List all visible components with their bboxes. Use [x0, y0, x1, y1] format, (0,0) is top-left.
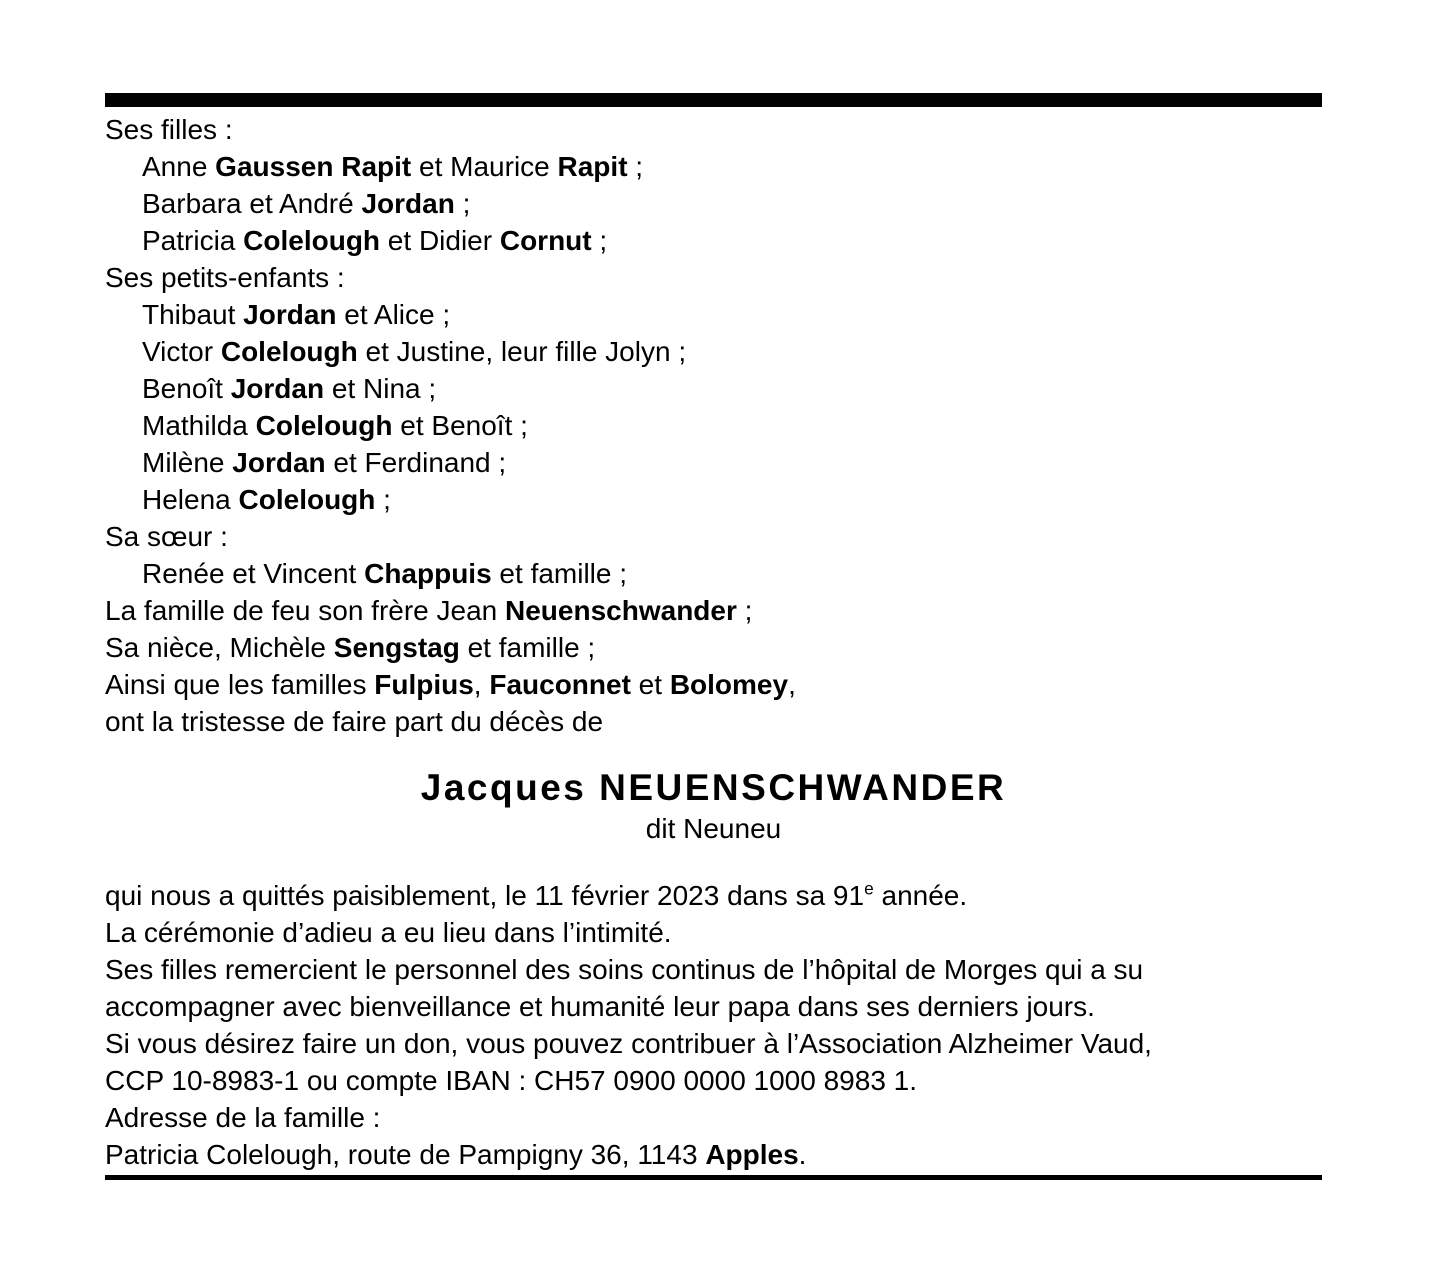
- text-line: [105, 370, 1322, 407]
- text-line: [105, 222, 1322, 259]
- text-line: [105, 407, 1322, 444]
- text-line: [105, 259, 1322, 296]
- text-segment: Mathilda: [142, 410, 256, 441]
- text-segment: Jordan: [361, 188, 455, 219]
- notice-content: [105, 93, 1322, 1180]
- bottom-rule: [105, 1175, 1322, 1180]
- text-segment: ,: [473, 669, 490, 700]
- text-segment: Cornut: [499, 225, 592, 256]
- text-segment: année.: [873, 880, 968, 911]
- text-segment: .: [798, 1139, 807, 1170]
- text-segment: e: [864, 878, 874, 899]
- text-line: [105, 1136, 1322, 1173]
- text-segment: Sa sœur :: [105, 521, 228, 552]
- text-segment: Si vous désirez faire un don, vous pouvez contribuer à l’Association Alzheimer Vaud,: [105, 1028, 1152, 1059]
- text-segment: Gaussen Rapit: [215, 151, 412, 182]
- text-segment: ;: [591, 225, 608, 256]
- text-line: [105, 555, 1322, 592]
- text-segment: CCP 10-8983-1 ou compte IBAN : CH57 0900 0000 1000 8983 1.: [105, 1065, 918, 1096]
- text-segment: Jordan: [243, 299, 337, 330]
- text-segment: Helena: [142, 484, 239, 515]
- text-segment: ont la tristesse de faire part du décès de: [105, 706, 604, 737]
- text-line: [105, 1099, 1322, 1136]
- text-line: [105, 1025, 1322, 1062]
- text-segment: Sa nièce, Michèle: [105, 632, 334, 663]
- text-segment: Ses filles :: [105, 114, 233, 145]
- text-segment: et Justine, leur fille Jolyn ;: [357, 336, 687, 367]
- top-rule: [105, 93, 1322, 107]
- text-segment: Adresse de la famille :: [105, 1102, 381, 1133]
- text-segment: Victor: [142, 336, 221, 367]
- deceased-nickname: dit Neuneu: [645, 813, 782, 844]
- text-segment: et Didier: [380, 225, 500, 256]
- text-segment: Jordan: [232, 447, 326, 478]
- text-line: [105, 951, 1322, 988]
- text-segment: qui nous a quittés paisiblement, le 11 février 2023 dans sa 91: [105, 880, 865, 911]
- deceased-name: Jacques NEUENSCHWANDER: [420, 767, 1007, 808]
- text-line: [105, 1062, 1322, 1099]
- text-segment: La cérémonie d’adieu a eu lieu dans l’intimité.: [105, 917, 672, 948]
- text-segment: et Benoît ;: [392, 410, 528, 441]
- text-line: [105, 914, 1322, 951]
- notice-body: [105, 877, 1322, 1173]
- text-segment: Fauconnet: [489, 669, 631, 700]
- text-segment: Colelough: [220, 336, 358, 367]
- text-line: [105, 481, 1322, 518]
- text-line: [105, 333, 1322, 370]
- text-segment: Bolomey: [669, 669, 789, 700]
- text-line: [105, 703, 1322, 740]
- text-segment: ;: [627, 151, 644, 182]
- text-line: [105, 185, 1322, 222]
- text-segment: Neuenschwander: [505, 595, 737, 626]
- text-segment: Apples: [705, 1139, 799, 1170]
- text-segment: ,: [788, 669, 796, 700]
- text-line: [105, 877, 1322, 914]
- text-line: [105, 988, 1322, 1025]
- text-segment: Barbara et André: [142, 188, 362, 219]
- text-segment: et famille ;: [491, 558, 628, 589]
- text-segment: Benoît: [142, 373, 231, 404]
- text-segment: et: [630, 669, 670, 700]
- text-segment: et Maurice: [411, 151, 558, 182]
- text-segment: ;: [736, 595, 753, 626]
- text-segment: Colelough: [255, 410, 393, 441]
- text-segment: Milène: [142, 447, 233, 478]
- text-line: [105, 592, 1322, 629]
- text-segment: Renée et Vincent: [142, 558, 365, 589]
- text-segment: ;: [454, 188, 471, 219]
- text-segment: Thibaut: [142, 299, 244, 330]
- text-line: [105, 296, 1322, 333]
- text-segment: Ses petits-enfants :: [105, 262, 345, 293]
- text-line: [105, 444, 1322, 481]
- text-segment: ;: [375, 484, 391, 515]
- text-segment: Sengstag: [333, 632, 460, 663]
- text-segment: et Ferdinand ;: [325, 447, 507, 478]
- text-segment: Rapit: [557, 151, 628, 182]
- text-segment: Ses filles remercient le personnel des soins continus de l’hôpital de Morges qui a su: [105, 954, 1144, 985]
- text-line: [105, 666, 1322, 703]
- text-segment: Colelough: [238, 484, 376, 515]
- text-segment: Chappuis: [364, 558, 492, 589]
- text-segment: Ainsi que les familles: [105, 669, 375, 700]
- text-segment: Patricia: [142, 225, 244, 256]
- family-list: [105, 111, 1322, 740]
- text-segment: La famille de feu son frère Jean: [105, 595, 506, 626]
- text-segment: Fulpius: [374, 669, 474, 700]
- text-line: [105, 148, 1322, 185]
- text-line: [105, 111, 1322, 148]
- text-line: [105, 629, 1322, 666]
- text-segment: Patricia Colelough, route de Pampigny 36, 1143: [105, 1139, 706, 1170]
- text-segment: et famille ;: [459, 632, 596, 663]
- text-segment: et Alice ;: [336, 299, 451, 330]
- text-segment: accompagner avec bienveillance et humanité leur papa dans ses derniers jours.: [105, 991, 1095, 1022]
- text-segment: Anne: [142, 151, 216, 182]
- text-segment: Colelough: [243, 225, 381, 256]
- text-segment: Jordan: [230, 373, 325, 404]
- text-segment: et Nina ;: [324, 373, 437, 404]
- text-line: [105, 518, 1322, 555]
